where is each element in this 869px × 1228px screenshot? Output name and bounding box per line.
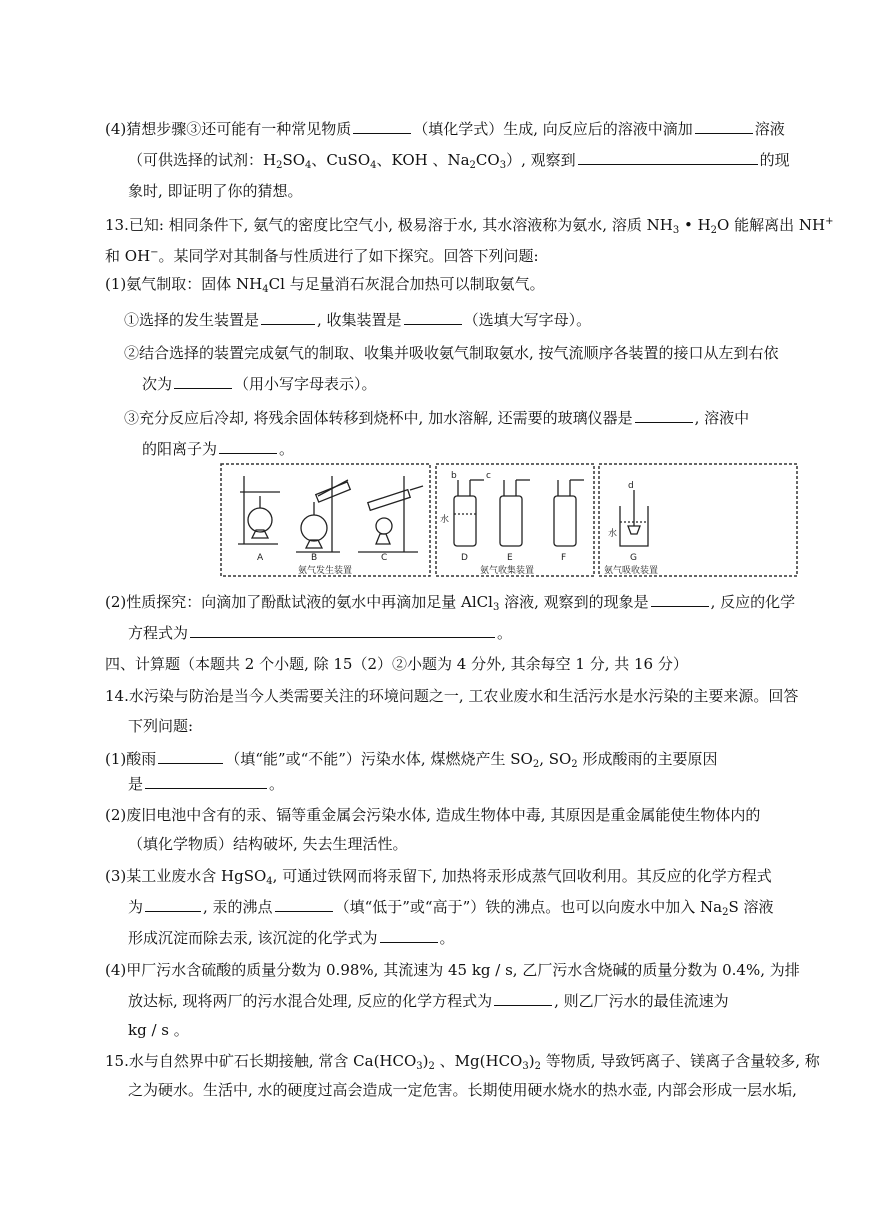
q14-part1-line2: 是 。 [128,775,285,793]
q12-4-line1: (4)猜想步骤③还可能有一种常见物质 （填化学式）生成, 向反应后的溶液中滴加 溶液 [105,120,785,138]
generation-group-label: 氨气发生装置 [298,566,353,576]
apparatus-a [238,476,280,544]
q14-part3-line2: 为 , 汞的沸点 （填“低于”或“高于”）铁的沸点。也可以向废水中加入 $Na_2S$ 溶液 [128,898,774,918]
answer-blank[interactable] [494,991,552,1006]
q14-part3-line3: 形成沉淀而除去汞, 该沉淀的化学式为 。 [128,929,455,947]
q13-step1: ①选择的发生装置是 , 收集装置是 （选填大写字母）。 [124,311,592,329]
port-c-label: c [486,471,491,481]
apparatus-g [620,490,648,546]
answer-blank[interactable] [635,408,693,423]
water-label: 水 [440,515,450,525]
section-4-heading: 四、计算题（本题共 2 个小题, 除 15（2）②小题为 4 分外, 其余每空 1 分, 共 16 分） [105,655,688,673]
answer-blank[interactable] [145,897,201,912]
q13-step2-line1: ②结合选择的装置完成氨气的制取、收集并吸收氨气制取氨水, 按气流顺序各装置的接口从左到右依 [124,344,779,362]
q15-line1: 15.水与自然界中矿石长期接触, 常含 $Ca(HCO_3)_2$ 、$Mg(HCO_3)_2$ 等物质, 导致钙离子、镁离子含量较多, 称 [105,1052,820,1072]
q13-step3-line2: 的阳离子为 。 [142,440,295,458]
label-f: F [561,553,567,563]
q13-intro-line1: 13.已知: 相同条件下, 氨气的密度比空气小, 极易溶于水, 其水溶液称为氨水, 溶质 $NH_3$ • $H_2O$ 能解离出 NH+ [105,216,834,236]
answer-blank[interactable] [275,897,333,912]
answer-blank[interactable] [578,150,758,165]
label-d: D [461,553,468,563]
q12-4-line2: （可供选择的试剂：$H_2SO_4$、CuSO$_4$、KOH 、$Na_2CO_3$）, 观察到 的现 [128,151,790,171]
q14-intro-line1: 14.水污染与防治是当今人类需要关注的环境问题之一, 工农业废水和生活污水是水污染的主要来源。回答 [105,687,799,705]
port-b-label: b [451,471,457,481]
q14-part4-line3: kg / s 。 [128,1021,189,1039]
label-a: A [257,553,264,563]
answer-blank[interactable] [219,439,277,454]
answer-blank[interactable] [190,623,495,638]
generation-group-box [221,464,430,576]
answer-blank[interactable] [404,310,462,325]
apparatus-diagram [218,456,800,580]
answer-blank[interactable] [158,749,223,764]
q14-part2-line2: （填化学物质）结构破坏, 失去生理活性。 [128,835,408,853]
label-b: B [311,553,318,563]
absorption-group-label: 氨气吸收装置 [604,566,659,576]
label-c: C [381,553,388,563]
apparatus-f [554,480,584,546]
q14-part3-line1: (3)某工业废水含 HgSO$_4$, 可通过铁网而将汞留下, 加热将汞形成蒸气回收利用。其反应的化学方程式 [105,867,772,887]
q14-part2-line1: (2)废旧电池中含有的汞、镉等重金属会污染水体, 造成生物体中毒, 其原因是重金属能使生物体内的 [105,806,761,824]
answer-blank[interactable] [695,119,753,134]
q13-part2-line2: 方程式为 。 [128,624,513,642]
water-label-g: 水 [608,529,618,539]
label-e: E [507,553,513,563]
q13-intro-line2: 和 OH−。某同学对其制备与性质进行了如下探究。回答下列问题: [105,247,539,265]
q14-part1-line1: (1)酸雨 （填“能”或“不能”）污染水体, 煤燃烧产生 $SO_2$, $SO_2$ 形成酸雨的主要原因 [105,750,718,770]
apparatus-e [500,480,530,546]
q15-line2: 之为硬水。生活中, 水的硬度过高会造成一定危害。长期使用硬水烧水的热水壶, 内部会形成一层水垢, [128,1081,797,1099]
q13-step3-line1: ③充分反应后冷却, 将残余固体转移到烧杯中, 加水溶解, 还需要的玻璃仪器是 , 溶液中 [124,409,750,427]
apparatus-d [454,480,484,546]
answer-blank[interactable] [651,592,709,607]
answer-blank[interactable] [145,774,267,789]
answer-blank[interactable] [353,119,411,134]
collection-group-label: 氨气收集装置 [480,566,535,576]
port-d-label: d [628,481,634,491]
answer-blank[interactable] [174,374,232,389]
apparatus-b [296,476,350,552]
answer-blank[interactable] [380,928,438,943]
apparatus-figure [218,456,800,580]
q13-part1: (1)氨气制取：固体 $NH_4Cl$ 与足量消石灰混合加热可以制取氨气。 [105,275,545,295]
q14-part4-line1: (4)甲厂污水含硫酸的质量分数为 0.98%, 其流速为 45 kg / s, 乙厂污水含烧碱的质量分数为 0.4%, 为排 [105,961,800,979]
q12-4-line3: 象时, 即证明了你的猜想。 [128,182,303,200]
q14-part4-line2: 放达标, 现将两厂的污水混合处理, 反应的化学方程式为 , 则乙厂污水的最佳流速为 [128,992,729,1010]
label-g: G [630,553,637,563]
apparatus-c [358,476,423,552]
answer-blank[interactable] [261,310,315,325]
q14-intro-line2: 下列问题: [128,717,194,735]
q13-step2-line2: 次为 （用小写字母表示）。 [142,375,377,393]
q13-part2-line1: (2)性质探究：向滴加了酚酞试液的氨水中再滴加足量 AlCl$_3$ 溶液, 观察到的现象是 , 反应的化学 [105,593,796,613]
